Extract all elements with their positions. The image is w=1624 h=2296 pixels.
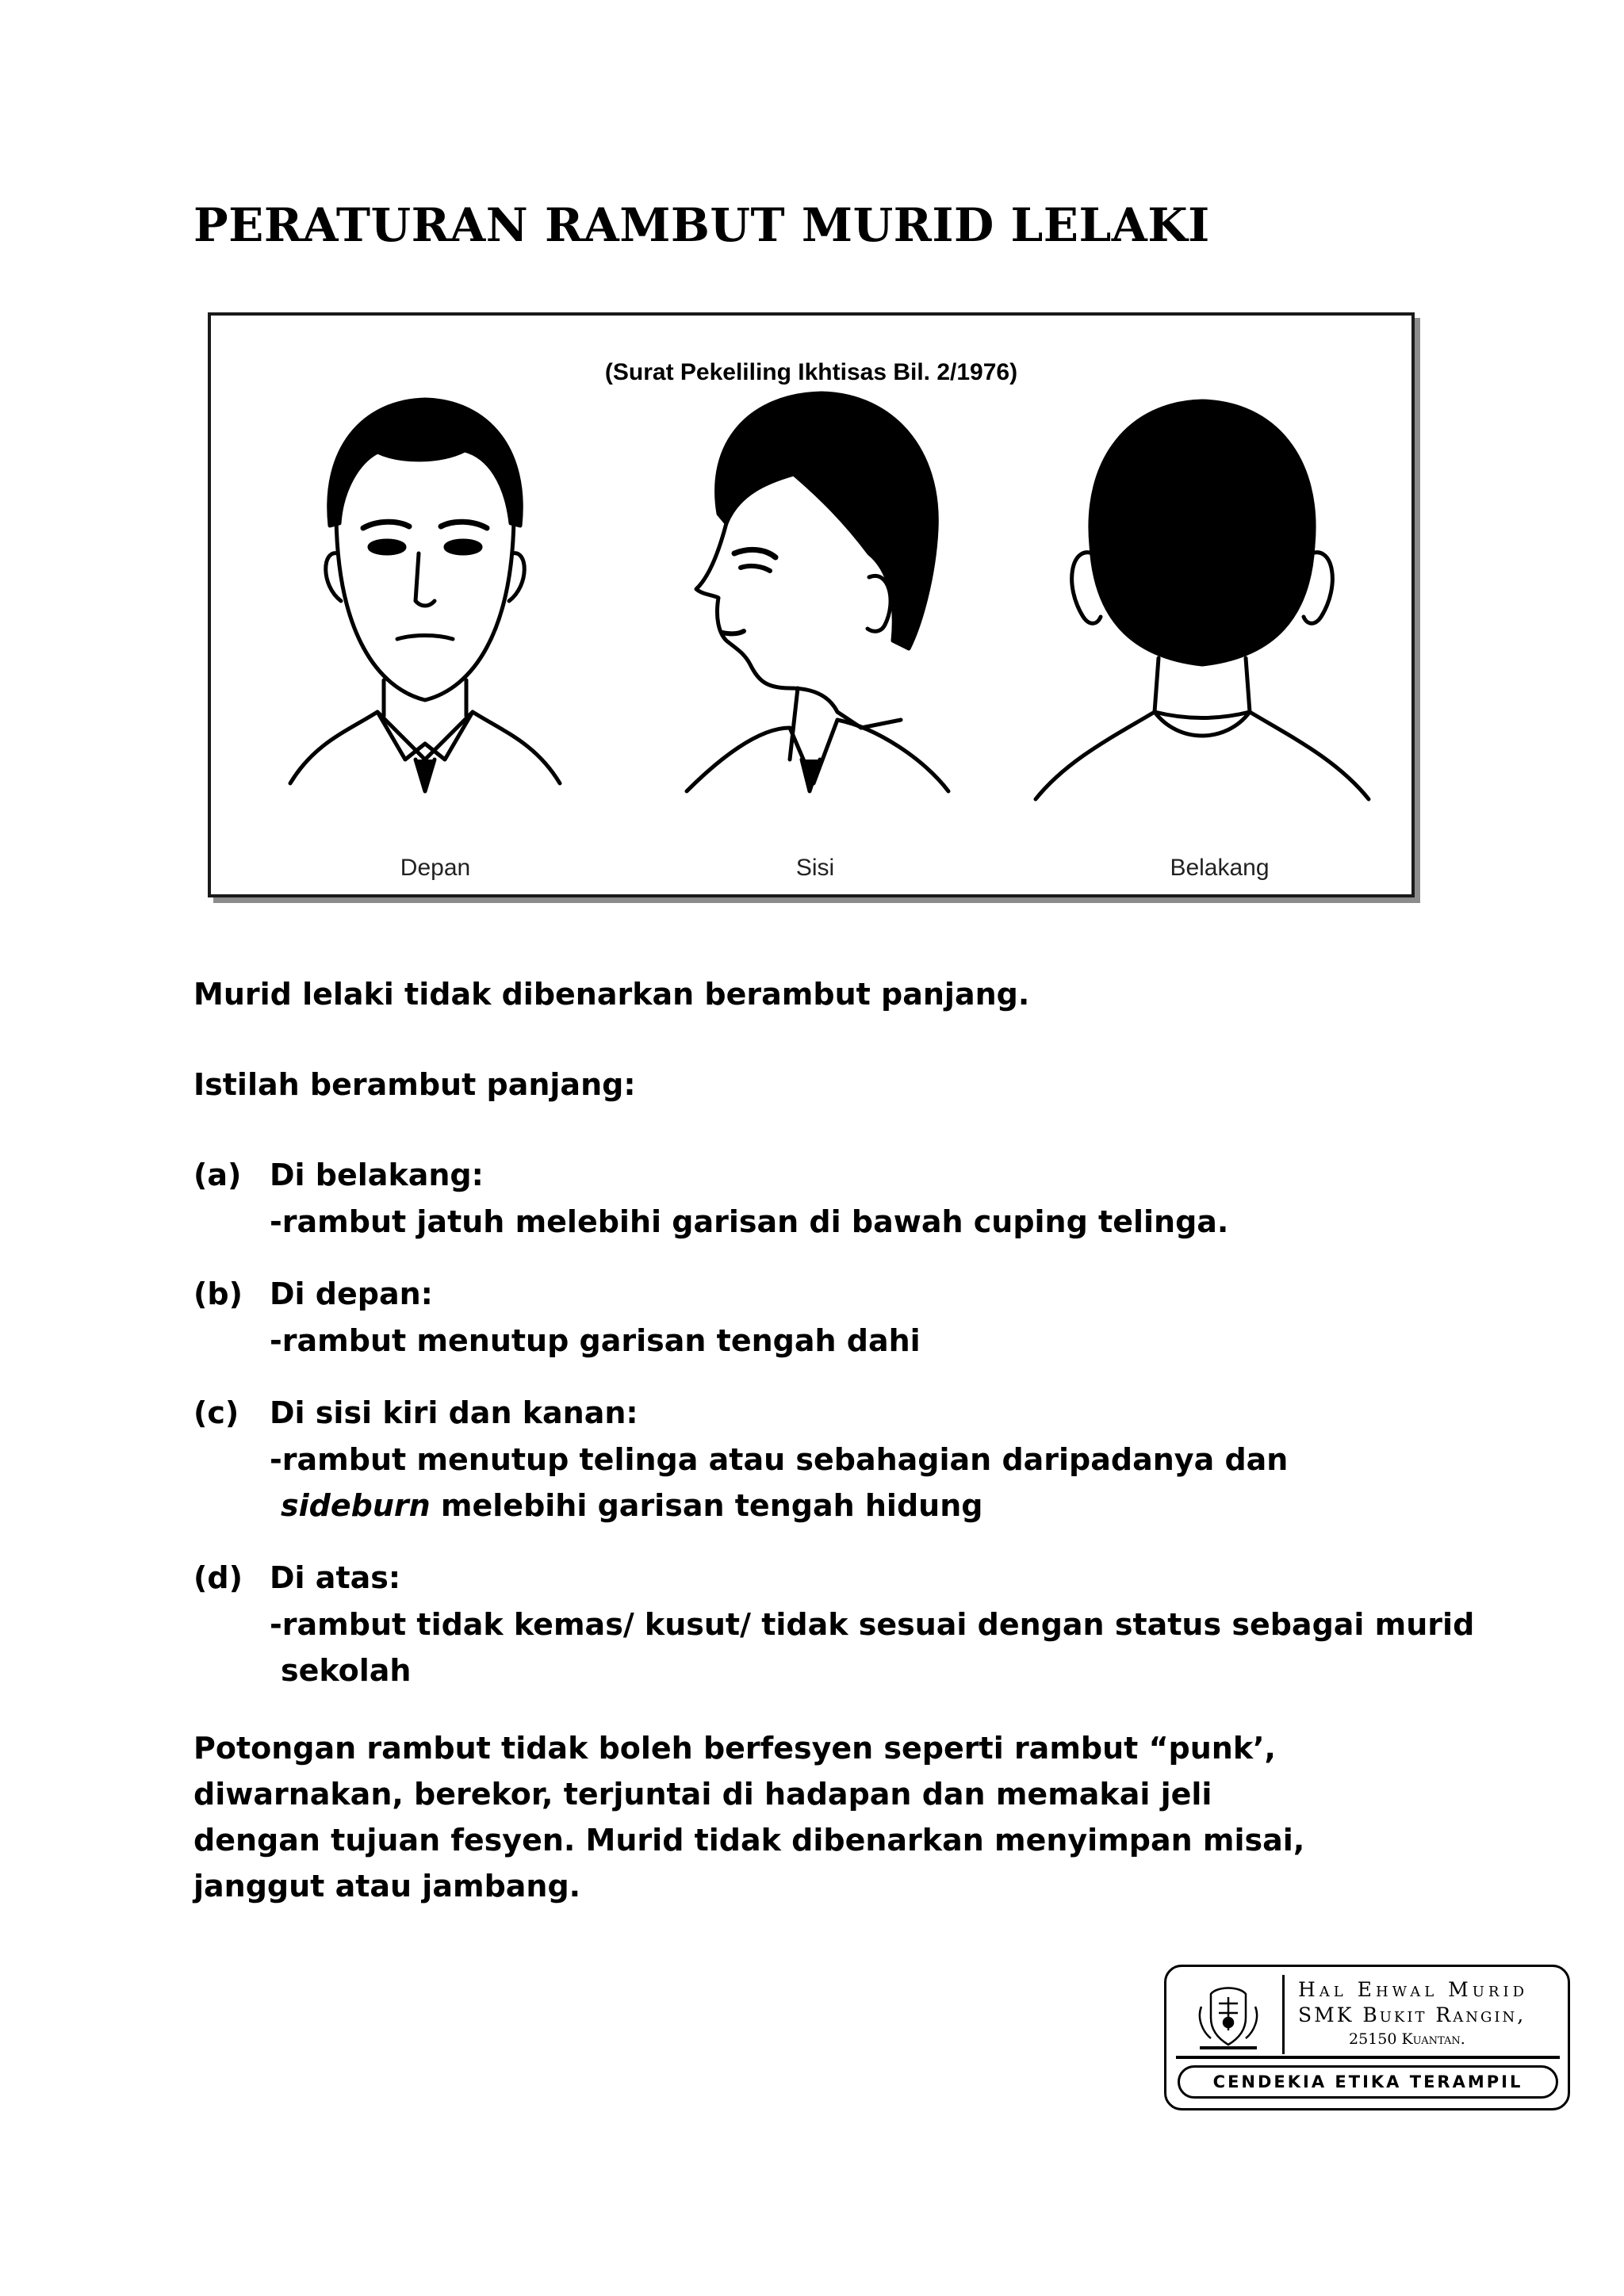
rule-d-label: (d) bbox=[193, 1560, 243, 1595]
closing-line-3: dengan tujuan fesyen. Murid tidak dibenarkan menyimpan misai, bbox=[193, 1823, 1305, 1858]
closing-line-1: Potongan rambut tidak boleh berfesyen seperti rambut “punk’, bbox=[193, 1731, 1276, 1766]
school-crest-icon bbox=[1195, 1983, 1262, 2053]
stamp-rule bbox=[1176, 2056, 1560, 2059]
stamp-divider bbox=[1282, 1975, 1285, 2054]
back-view-drawing bbox=[1036, 401, 1369, 799]
rule-b-label: (b) bbox=[193, 1276, 243, 1311]
page-title: PERATURAN RAMBUT MURID LELAKI bbox=[193, 198, 1210, 252]
office-stamp bbox=[1164, 1965, 1570, 2110]
rule-a-description: -rambut jatuh melebihi garisan di bawah cuping telinga. bbox=[270, 1204, 1229, 1239]
rule-c-label: (c) bbox=[193, 1395, 239, 1430]
caption-side: Sisi bbox=[795, 855, 835, 881]
circular-reference: (Surat Pekeliling Ikhtisas Bil. 2/1976) bbox=[604, 359, 1018, 385]
rule-a-heading: Di belakang: bbox=[270, 1158, 484, 1192]
rule-c-description-line1: -rambut menutup telinga atau sebahagian daripadanya dan bbox=[270, 1442, 1289, 1477]
stamp-school-name: SMK Bukit Rangin, bbox=[1298, 2003, 1526, 2026]
caption-back: Belakang bbox=[1170, 855, 1270, 881]
stamp-address: 25150 Kuantan. bbox=[1349, 2030, 1465, 2048]
stamp-department: Hal Ehwal Murid bbox=[1298, 1978, 1529, 2001]
closing-line-4: janggut atau jambang. bbox=[193, 1869, 581, 1904]
stamp-motto: CENDEKIA ETIKA TERAMPIL bbox=[1178, 2065, 1558, 2099]
rule-c-description-line2 bbox=[281, 1483, 982, 1529]
hair-rules-illustration bbox=[208, 312, 1415, 897]
caption-front: Depan bbox=[400, 855, 471, 881]
rule-d-description-line2: sekolah bbox=[281, 1653, 412, 1688]
sideburn-term: sideburn bbox=[281, 1488, 431, 1523]
rule-b-description: -rambut menutup garisan tengah dahi bbox=[270, 1323, 921, 1358]
rule-d-heading: Di atas: bbox=[270, 1560, 401, 1595]
intro-statement: Murid lelaki tidak dibenarkan berambut panjang. bbox=[193, 977, 1030, 1012]
rule-c-description-line2-rest: melebihi garisan tengah hidung bbox=[430, 1488, 983, 1523]
closing-line-2: diwarnakan, berekor, terjuntai di hadapan dan memakai jeli bbox=[193, 1777, 1212, 1812]
head-drawings bbox=[211, 316, 1411, 894]
front-view-drawing bbox=[290, 400, 560, 791]
side-view-drawing bbox=[687, 393, 948, 791]
rule-c-heading: Di sisi kiri dan kanan: bbox=[270, 1395, 638, 1430]
rule-d-description-line1: -rambut tidak kemas/ kusut/ tidak sesuai dengan status sebagai murid bbox=[270, 1607, 1475, 1642]
definition-heading: Istilah berambut panjang: bbox=[193, 1067, 636, 1102]
rule-b-heading: Di depan: bbox=[270, 1276, 433, 1311]
rule-a-label: (a) bbox=[193, 1158, 242, 1192]
